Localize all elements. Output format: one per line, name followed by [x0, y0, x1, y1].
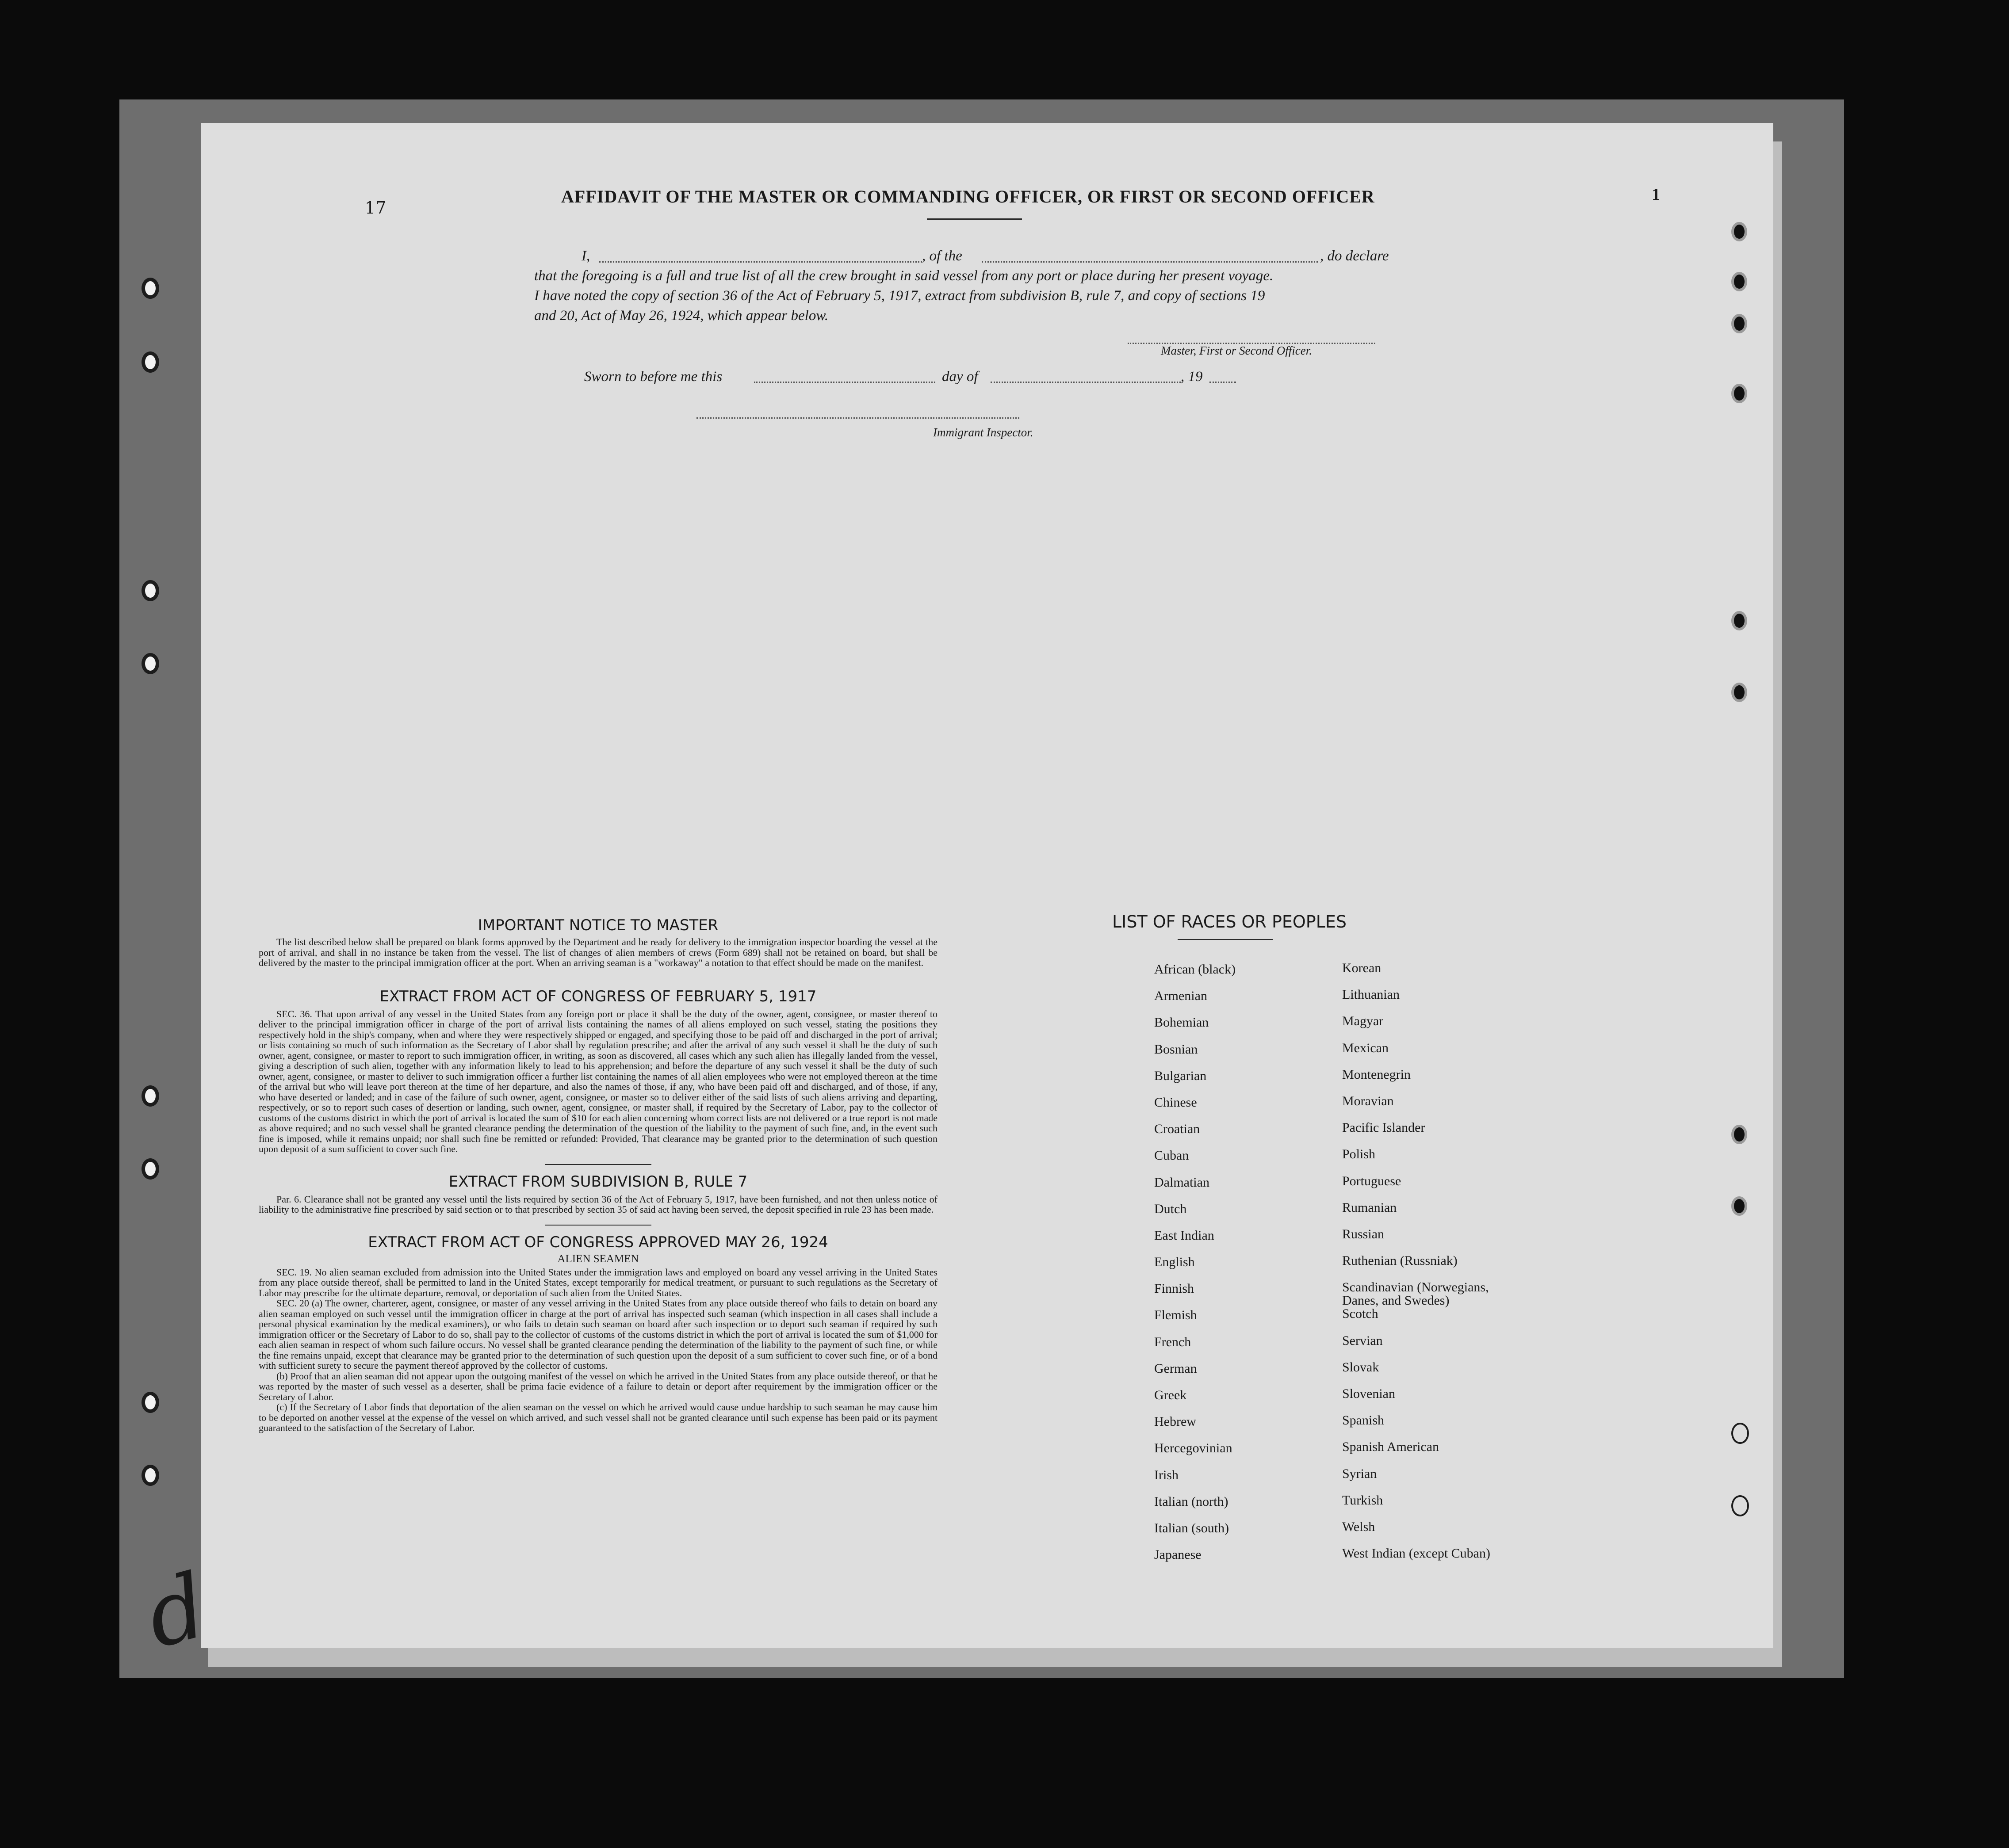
- divider: [545, 1164, 651, 1165]
- extract-1917-body: SEC. 36. That upon arrival of any vessel in the United States from any foreign port or place it shall be the duty of the owner, agent, consignee, or master thereof to deliver to the principal immigration officer in charge of the port of arrival lists containing the names of all aliens employed on such vessel, stating the positions they respectively hold in the ship's company, when and where they were respectively shipped or engaged, and specifying those to be paid off and discharged in the port of arrival; or lists containing so much of such information as the Secretary of Labor shall by regulation prescribe; and after the arrival of any such vessel it shall be the duty of such owner, agent, consignee, or master to report to such immigration officer, in writing, as soon as discovered, all cases which any such alien has illegally landed from the vessel, giving a description of such alien, together with any information likely to lead to his apprehension; and before the departure of any such vessel it shall be the duty of such owner, agent, consignee, or master to deliver to such immigration officer a further list containing the names of all alien employees who were not employed thereon at the time of the arrival but who will leave port thereon at the time of her departure, and also the names of those, if any, who have been paid off and discharged, and of those, if any, who have deserted or landed; and in case of the failure of such owner, agent, consignee, or master so to deliver either of the said lists of such aliens arriving and departing, respectively, or so to report such cases of desertion or landing, such owner, agent, consignee, or master shall, if required by the Secretary of Labor, pay to the collector of customs of the customs district in which the port of arrival is located the sum of $10 for each alien concerning whom correct lists are not delivered or a true report is not made as above required; and no such vessel shall be granted clearance pending the determination of the question of the liability to the payment of such fine, and, in the event such fine is imposed, while it remains unpaid; nor shall such fine be remitted or refunded: Provided, That clearance may be granted prior to the determination of such question upon deposit of a sum sufficient to cover such fine.: [259, 1008, 938, 1154]
- race-item: Croatian: [1154, 1122, 1200, 1137]
- affidavit-line-3: I have noted the copy of section 36 of the Act of February 5, 1917, extract from subdivision B, rule 7, and copy of sections 19: [534, 288, 1265, 304]
- affidavit-line-4: and 20, Act of May 26, 1924, which appear below.: [534, 308, 829, 324]
- binder-hole: [1731, 222, 1747, 241]
- race-item: East Indian: [1154, 1228, 1214, 1243]
- year-blank: [1209, 382, 1236, 383]
- race-item: German: [1154, 1361, 1197, 1376]
- race-item: Greek: [1154, 1388, 1187, 1402]
- race-item: Bohemian: [1154, 1015, 1209, 1030]
- race-item: Portuguese: [1342, 1173, 1401, 1188]
- vessel-blank: [982, 261, 1318, 263]
- month-blank: [991, 382, 1181, 383]
- binder-hole: [1731, 272, 1747, 291]
- race-item: Korean: [1342, 961, 1381, 975]
- race-item: Spanish American: [1342, 1439, 1439, 1455]
- binder-hole: [142, 580, 159, 601]
- race-item: Magyar: [1342, 1014, 1384, 1029]
- race-item: Moravian: [1342, 1093, 1394, 1108]
- affidavit-i-label: I,: [582, 248, 590, 264]
- races-title-rule: [1178, 939, 1273, 940]
- manifest-page: [136, 123, 1773, 1669]
- binder-hole: [1731, 1495, 1749, 1516]
- title-rule: [927, 218, 1022, 220]
- race-item: West Indian (except Cuban): [1342, 1546, 1490, 1561]
- race-item: Lithuanian: [1342, 987, 1400, 1002]
- name-blank: [599, 261, 922, 263]
- race-item: Japanese: [1154, 1547, 1202, 1562]
- race-item: Hebrew: [1154, 1414, 1196, 1429]
- rule-7-title: EXTRACT FROM SUBDIVISION B, RULE 7: [448, 1172, 748, 1191]
- page-number: 1: [1652, 185, 1660, 204]
- binder-hole: [142, 1158, 159, 1180]
- affidavit-line-2: that the foregoing is a full and true list of all the crew brought in said vessel from any port or place during her present voyage.: [534, 268, 1274, 284]
- race-item: Polish: [1342, 1147, 1376, 1162]
- race-item: Cuban: [1154, 1148, 1189, 1163]
- sec-20b-body: (b) Proof that an alien seaman did not appear upon the outgoing manifest of the vessel on which he arrived in the United States from any place outside thereof, or that he was reported by the master of such vessel as a deserter, shall be prima facie evidence of a failure to detain or deport after requirement by the immigration officer or the Secretary of Labor.: [259, 1370, 938, 1402]
- race-item: Servian: [1342, 1333, 1383, 1348]
- races-title: LIST OF RACES OR PEOPLES: [1112, 912, 1347, 932]
- race-item: Syrian: [1342, 1466, 1377, 1481]
- race-item: Bosnian: [1154, 1042, 1198, 1057]
- sworn-day-blank: [754, 382, 935, 383]
- binder-hole: [142, 1392, 159, 1413]
- day-of-label: day of: [942, 369, 978, 385]
- race-item: English: [1154, 1255, 1195, 1270]
- race-item: Russian: [1342, 1226, 1385, 1241]
- race-item: Chinese: [1154, 1095, 1197, 1110]
- binder-hole: [1731, 314, 1747, 333]
- race-item: African (black): [1154, 962, 1236, 977]
- notice-body: The list described below shall be prepared on blank forms approved by the Department and be ready for delivery to the immigration inspector boarding the vessel at the port of arrival, and shall in no instance be taken from the vessel. The list of changes of alien members of crews (Form 689) shall not be retained on board, but shall be delivered by the master to the principal immigration officer at the port. When an arriving seaman is a "workaway" a notation to that effect should be made on the manifest.: [259, 936, 938, 968]
- binder-hole: [142, 1085, 159, 1107]
- race-item: Dalmatian: [1154, 1175, 1209, 1190]
- binder-hole: [1731, 384, 1747, 403]
- binder-hole: [142, 1465, 159, 1486]
- inspector-label: Immigrant Inspector.: [933, 426, 1033, 439]
- affidavit-title: AFFIDAVIT OF THE MASTER OR COMMANDING OFFICER, OR FIRST OR SECOND OFFICER: [561, 187, 1375, 206]
- race-item: Finnish: [1154, 1281, 1194, 1296]
- binder-hole: [1731, 683, 1747, 702]
- race-item: French: [1154, 1334, 1191, 1349]
- race-item: Armenian: [1154, 989, 1207, 1004]
- binder-hole: [142, 351, 159, 373]
- race-item: Hercegovinian: [1154, 1441, 1232, 1456]
- binder-hole: [142, 653, 159, 674]
- sworn-label: Sworn to before me this: [584, 369, 723, 385]
- affidavit-declare-label: , do declare: [1320, 248, 1389, 264]
- inspector-signature-line: [696, 417, 1019, 419]
- master-signature-label: Master, First or Second Officer.: [1161, 344, 1312, 357]
- races-column-2: [1342, 962, 1554, 1573]
- race-item: Slovenian: [1342, 1386, 1395, 1401]
- race-item: Dutch: [1154, 1201, 1187, 1216]
- extract-1924-subtitle: ALIEN SEAMEN: [557, 1252, 639, 1265]
- legal-notices: [259, 916, 938, 1433]
- binder-hole: [1731, 611, 1747, 630]
- race-item: Italian (north): [1154, 1494, 1228, 1509]
- binder-hole: [1731, 1125, 1747, 1144]
- sec-20c-body: (c) If the Secretary of Labor finds that deportation of the alien seaman on the vessel on which he arrived would cause undue hardship to such seaman he may cause him to be deported on another vessel at the expense of the vessel on which arrived, and such vessel shall not be granted clearance until such expense has been paid or its payment guaranteed to the satisfaction of the Secretary of Labor.: [259, 1401, 938, 1433]
- affidavit-of-the-label: , of the: [922, 248, 962, 264]
- race-item: Montenegrin: [1342, 1067, 1411, 1082]
- race-item: Scandinavian (Norwegians, Danes, and Swedes): [1342, 1280, 1489, 1308]
- race-item: Scotch: [1342, 1306, 1378, 1321]
- race-item: Italian (south): [1154, 1520, 1229, 1535]
- sec-19-body: SEC. 19. No alien seaman excluded from admission into the United States under the immigration laws and employed on board any vessel arriving in the United States from any place outside thereof, shall be permitted to land in the United States, except temporarily for medical treatment, or pursuant to such regulations as the Secretary of Labor may prescribe for the ultimate departure, removal, or deportation of such alien from the United States.: [259, 1266, 938, 1298]
- divider: [545, 1225, 651, 1226]
- handwritten-mark: d: [136, 1554, 218, 1669]
- race-item: Rumanian: [1342, 1200, 1397, 1215]
- race-item: Pacific Islander: [1342, 1120, 1425, 1135]
- race-item: Turkish: [1342, 1493, 1383, 1508]
- race-item: Welsh: [1342, 1519, 1375, 1534]
- race-item: Flemish: [1154, 1308, 1197, 1323]
- race-item: Bulgarian: [1154, 1068, 1207, 1083]
- race-item: Spanish: [1342, 1413, 1385, 1428]
- race-item: Irish: [1154, 1467, 1179, 1482]
- sec-20a-body: SEC. 20 (a) The owner, charterer, agent, consignee, or master of any vessel arriving in the United States from any place outside thereof who fails to detain on board any alien seaman employed on such vessel until the immigration officer in charge at the port of arrival has inspected such seaman (which inspection in all cases shall include a personal physical examination by the medical examiners), or who fails to detain such seaman on board after such inspection or to deport such seaman if required by such immigration officer or the Secretary of Labor to do so, shall pay to the collector of customs of the customs district in which the port of arrival is located the sum of $1,000 for each alien seaman in respect of whom such failure occurs. No vessel shall be granted clearance pending the determination of the liability to the payment of such fine, or while the fine remains unpaid, except that clearance may be granted prior to the determination of such question upon the deposit of a sum sufficient to cover such fine, or of a bond with sufficient surety to secure the payment thereof approved by the collector of customs.: [259, 1298, 938, 1371]
- corner-mark: 17: [365, 198, 386, 218]
- races-column-1: [1154, 963, 1331, 1575]
- rule-7-body: Par. 6. Clearance shall not be granted any vessel until the lists required by section 36 of the Act of February 5, 1917, have been furnished, and not then unless notice of liability to the administrative fine prescribed by said section or to that prescribed by section 35 of said act having been served, the deposit specified in rule 23 has been made.: [259, 1193, 938, 1215]
- race-item: Slovak: [1342, 1359, 1379, 1375]
- binder-hole: [142, 278, 159, 299]
- notice-title: IMPORTANT NOTICE TO MASTER: [478, 916, 719, 934]
- race-item: Mexican: [1342, 1040, 1389, 1055]
- race-item: Ruthenian (Russniak): [1342, 1253, 1458, 1268]
- extract-1924-title: EXTRACT FROM ACT OF CONGRESS APPROVED MAY 26, 1924: [368, 1233, 828, 1251]
- binder-hole: [1731, 1423, 1749, 1444]
- binder-hole: [1731, 1196, 1747, 1216]
- extract-1917-title: EXTRACT FROM ACT OF CONGRESS OF FEBRUARY 5, 1917: [379, 987, 817, 1005]
- year-label: , 19: [1181, 369, 1203, 385]
